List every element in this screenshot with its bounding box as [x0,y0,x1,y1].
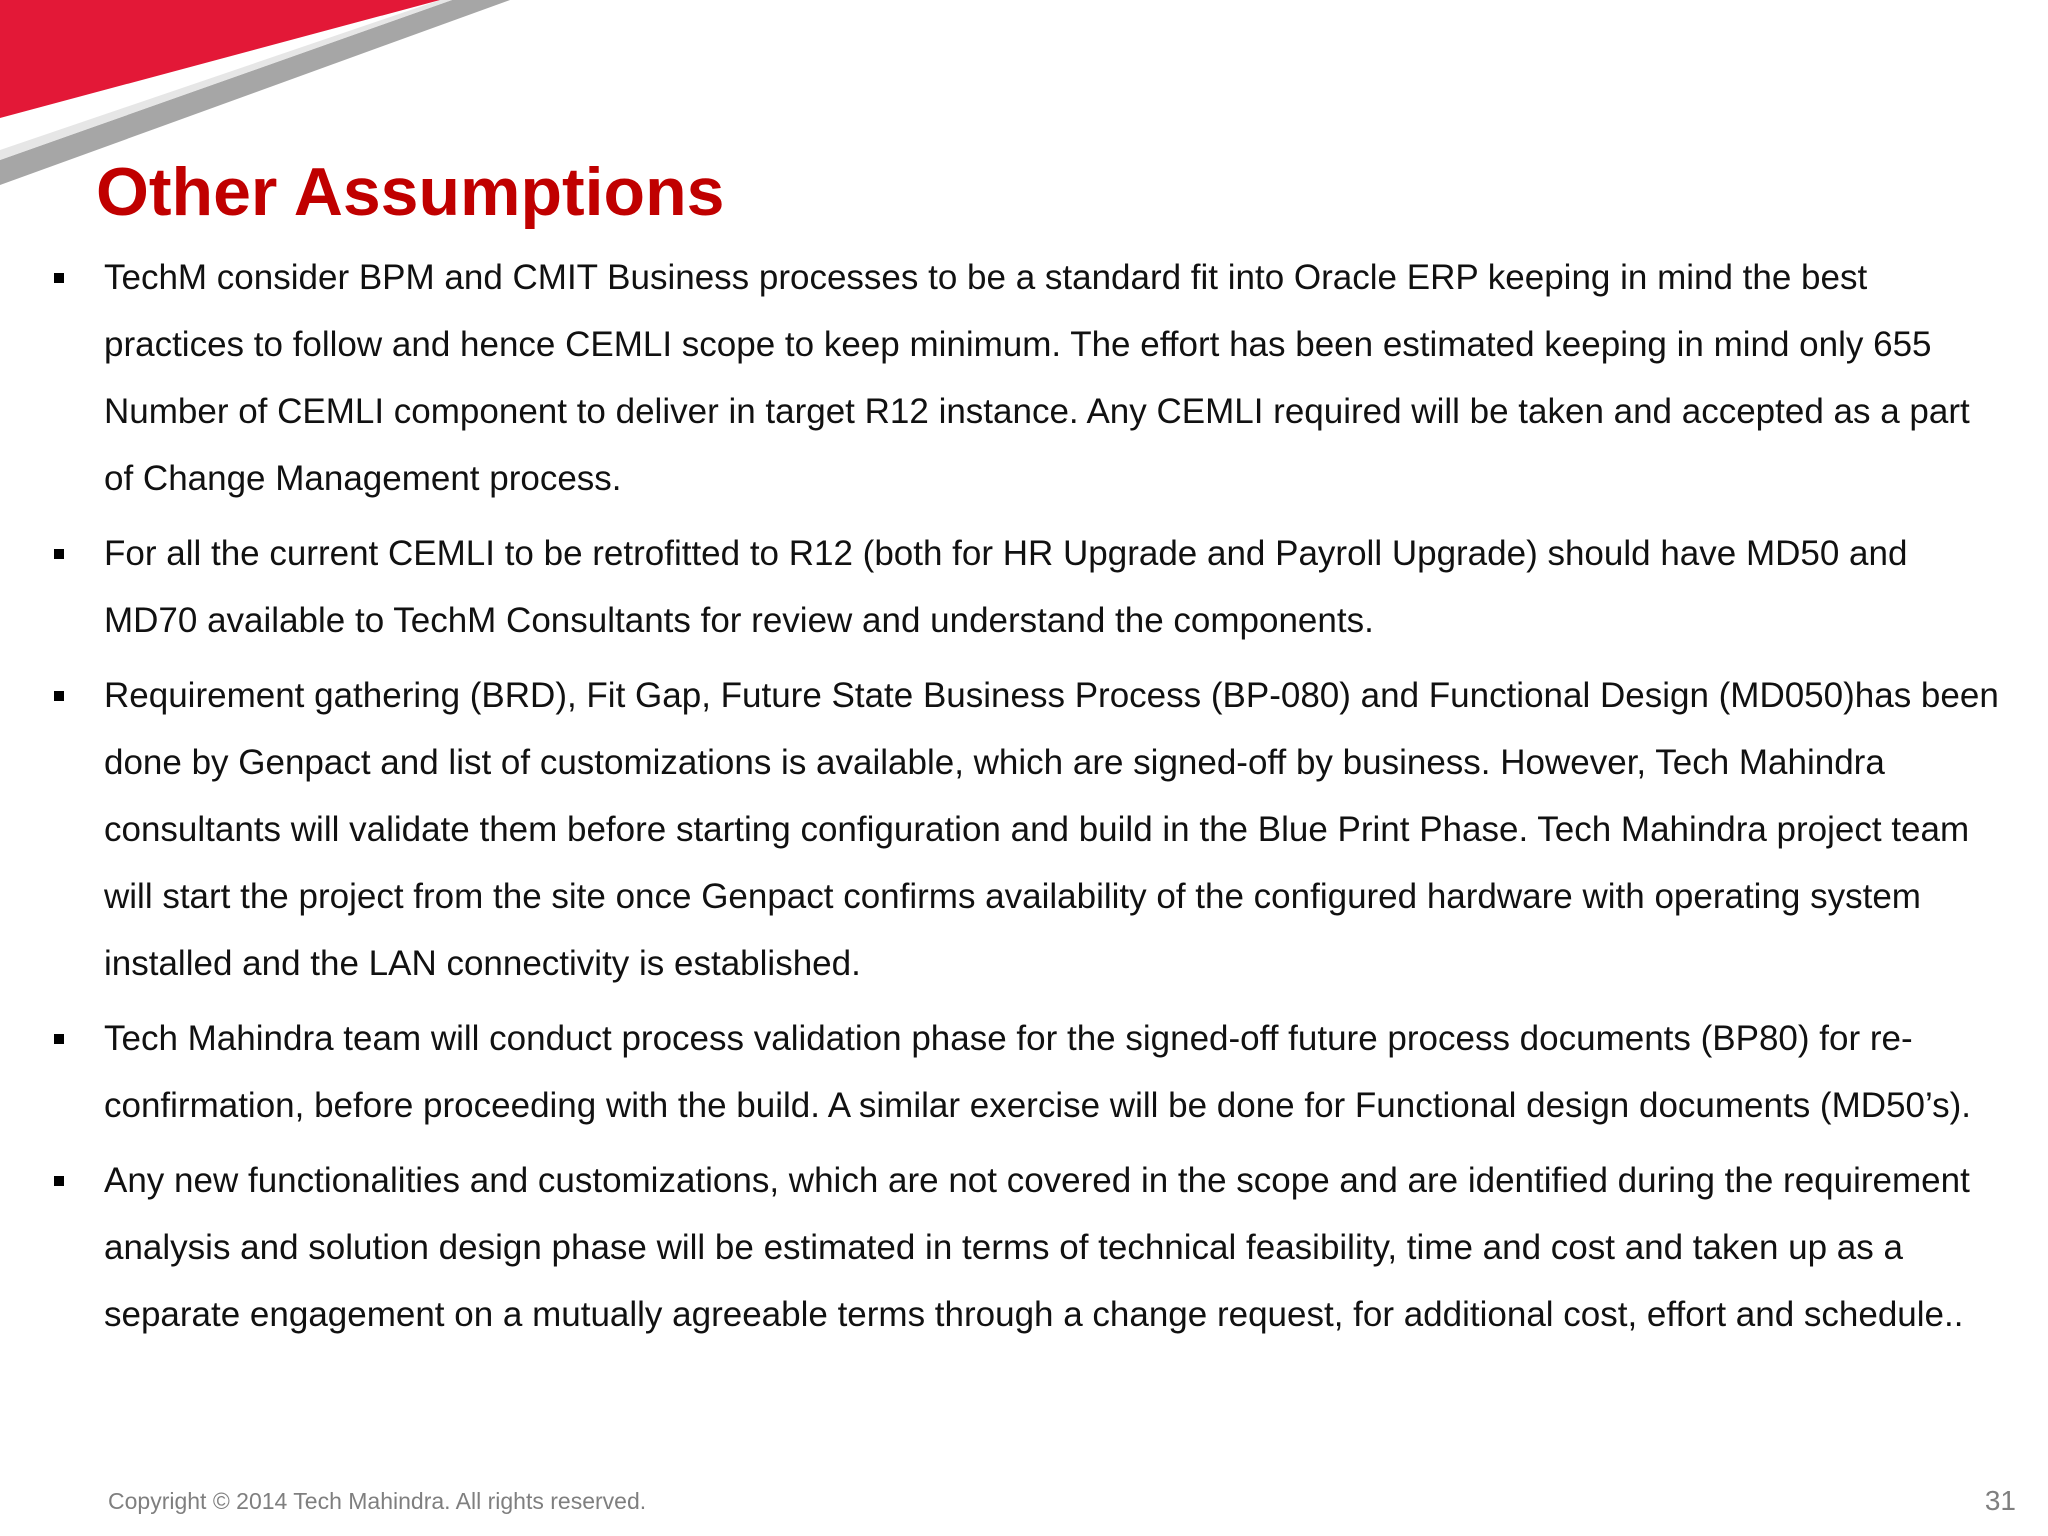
list-item [50,662,2010,997]
assumptions-list [50,244,2010,1356]
square-bullet-icon [50,520,104,587]
bullet-text: Requirement gathering (BRD), Fit Gap, Future State Business Process (BP-080) and Functional Design (MD050)has been done by Genpact and list of customizations is available, which are signed-off by business. However, Tech Mahindra consultants will validate them before starting configuration and build in the Blue Print Phase. Tech Mahindra project team will start the project from the site once Genpact confirms availability of the configured hardware with operating system installed and the LAN connectivity is established. [104,676,1999,983]
square-bullet-icon [50,244,104,311]
square-bullet-icon [50,662,104,729]
list-item [50,1005,2010,1139]
list-item [50,244,2010,512]
bullet-text: Tech Mahindra team will conduct process validation phase for the signed-off future process documents (BP80) for re-confirmation, before proceeding with the build. A similar exercise will be done for Functional design documents (MD50’s). [104,1019,1971,1125]
square-bullet-icon [50,1005,104,1072]
bullet-text: Any new functionalities and customizations, which are not covered in the scope and are identified during the requirement analysis and solution design phase will be estimated in terms of technical feasibility, time and cost and taken up as a separate engagement on a mutually agreeable terms through a change request, for additional cost, effort and schedule.. [104,1161,1970,1334]
square-bullet-icon [50,1147,104,1214]
copyright-notice: Copyright © 2014 Tech Mahindra. All rights reserved. [108,1488,647,1514]
bullet-text: TechM consider BPM and CMIT Business processes to be a standard fit into Oracle ERP keeping in mind the best practices to follow and hence CEMLI scope to keep minimum. The effort has been estimated keeping in mind only 655 Number of CEMLI component to deliver in target R12 instance. Any CEMLI required will be taken and accepted as a part of Change Management process. [104,258,1970,498]
slide-title: Other Assumptions [96,154,725,230]
page-number: 31 [1984,1485,2016,1516]
list-item [50,1147,2010,1348]
list-item [50,520,2010,654]
bullet-text: For all the current CEMLI to be retrofitted to R12 (both for HR Upgrade and Payroll Upgrade) should have MD50 and MD70 available to TechM Consultants for review and understand the components. [104,534,1908,640]
